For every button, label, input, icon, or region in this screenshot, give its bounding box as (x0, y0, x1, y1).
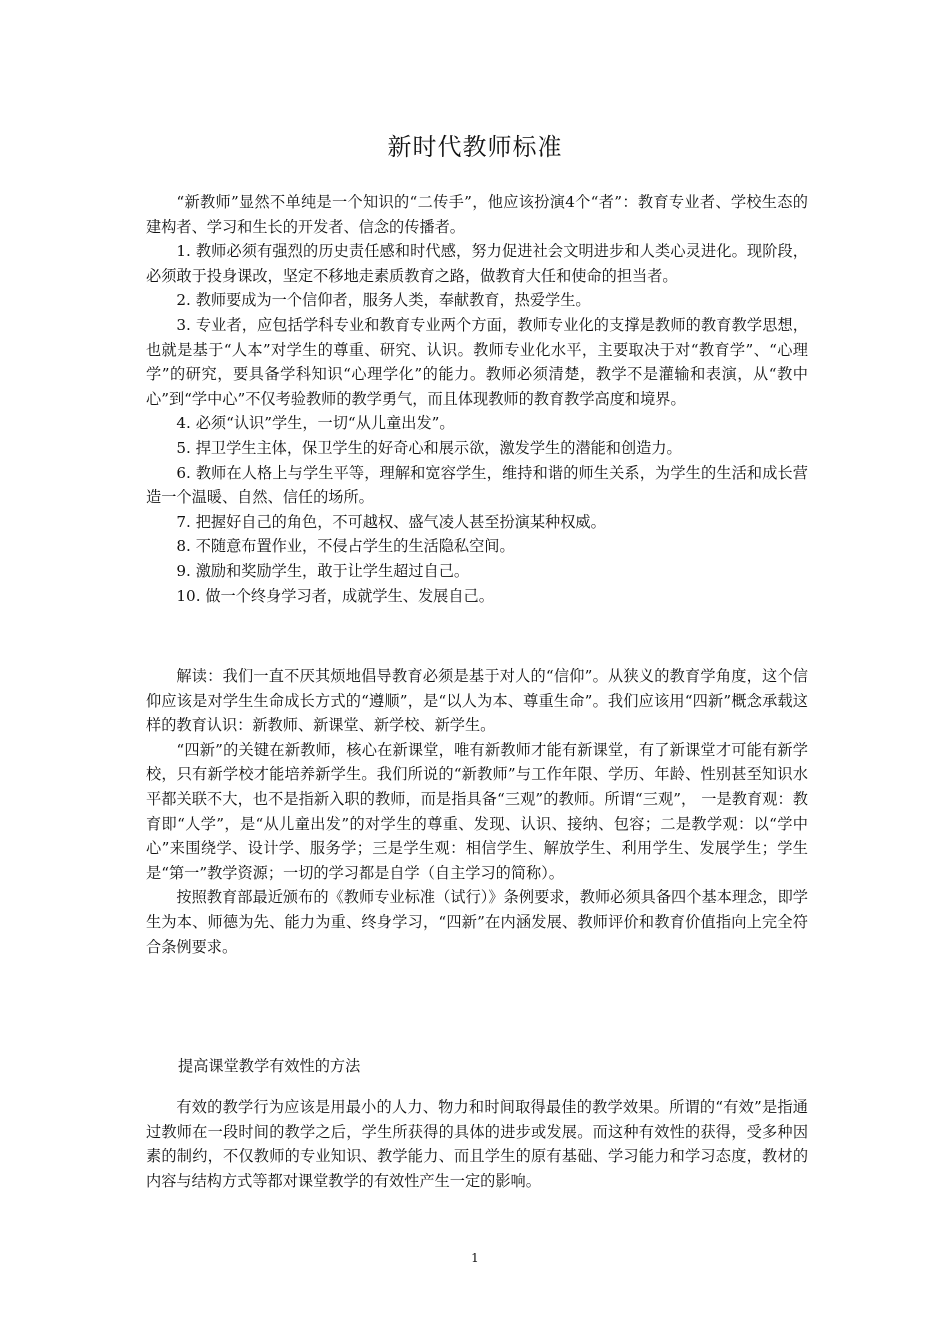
list-item: 1. 教师必须有强烈的历史责任感和时代感，努力促进社会文明进步和人类心灵进化。现阶段，必须敢于投身课改，坚定不移地走素质教育之路，做教育大任和使命的担当者。 (146, 242, 808, 285)
intro-paragraph: “新教师”显然不单纯是一个知识的“二传手”，他应该扮演4个“者”：教育专业者、学校生态的建构者、学习和生长的开发者、信念的传播者。 (146, 193, 808, 236)
list-item: 7. 把握好自己的角色，不可越权、盛气凌人甚至扮演某种权威。 (176, 512, 606, 531)
document-title: 新时代教师标准 (387, 133, 563, 161)
interpretation-paragraph: 解读：我们一直不厌其烦地倡导教育必须是基于对人的“信仰”。从狭义的教育学角度，这个信仰应该是对学生生命成长方式的“遵顺”，是“以人为本、尊重生命”。我们应该用“四新”概念承载这样的教育认识：新教师、新课堂、新学校、新学生。 (146, 667, 808, 735)
list-item: 9. 激励和奖励学生，敢于让学生超过自己。 (176, 561, 470, 580)
list-item: 4. 必须“认识”学生，一切“从儿童出发”。 (176, 414, 455, 433)
standards-section (146, 190, 808, 608)
interpretation-paragraph: 按照教育部最近颁布的《教师专业标准（试行）》条例要求，教师必须具备四个基本理念，即学生为本、师德为先、能力为重、终身学习，“四新”在内涵发展、教师评价和教育价值指向上完全符合条例要求。 (146, 888, 808, 956)
interpretation-section (146, 664, 808, 959)
page-number: 1 (471, 1251, 479, 1265)
list-item: 8. 不随意布置作业，不侵占学生的生活隐私空间。 (176, 537, 515, 556)
section-paragraph: 有效的教学行为应该是用最小的人力、物力和时间取得最佳的教学效果。所谓的“有效”是指通过教师在一段时间的教学之后，学生所获得的具体的进步或发展。而这种有效性的获得，受多种因素的制约，不仅教师的专业知识、教学能力、而且学生的原有基础、学习能力和学习态度，教材的内容与结构方式等都对课堂教学的有效性产生一定的影响。 (146, 1098, 808, 1190)
list-item: 3. 专业者，应包括学科专业和教育专业两个方面，教师专业化的支撑是教师的教育教学思想，也就是基于“人本”对学生的尊重、研究、认识。教师专业化水平，主要取决于对“教育学”、“心理学”的研究，要具备学科知识“心理学化”的能力。教师必须清楚，教学不是灌输和表演，从“教中心”到“学中心”不仅考验教师的教学勇气，而且体现教师的教育教学高度和境界。 (146, 315, 808, 408)
list-item: 6. 教师在人格上与学生平等，理解和宽容学生，维持和谐的师生关系，为学生的生活和成长营造一个温暖、自然、信任的场所。 (146, 463, 808, 507)
section-heading: 提高课堂教学有效性的方法 (178, 1057, 361, 1075)
list-item: 2. 教师要成为一个信仰者，服务人类，奉献教育，热爱学生。 (176, 291, 591, 310)
interpretation-paragraph: “四新”的关键在新教师，核心在新课堂，唯有新教师才能有新课堂，有了新课堂才可能有新学校，只有新学校才能培养新学生。我们所说的“新教师”与工作年限、学历、年龄、性别甚至知识水平都关联不大，也不是指新入职的教师，而是指具备“三观”的教师。所谓“三观”， 一是教育观：教育即“人学”，是“从儿童出发”的对学生的尊重、发现、认识、接纳、包容；二是教学观：以“学中心”来围绕学、设计学、服务学；三是学生观：相信学生、解放学生、利用学生、发展学生；学生是“第一”教学资源；一切的学习都是自学（自主学习的简称）。 (146, 740, 808, 882)
effectiveness-section (146, 1095, 808, 1193)
list-item: 5. 捍卫学生主体，保卫学生的好奇心和展示欲，激发学生的潜能和创造力。 (176, 438, 682, 457)
list-item: 10. 做一个终身学习者，成就学生、发展自己。 (176, 586, 494, 605)
